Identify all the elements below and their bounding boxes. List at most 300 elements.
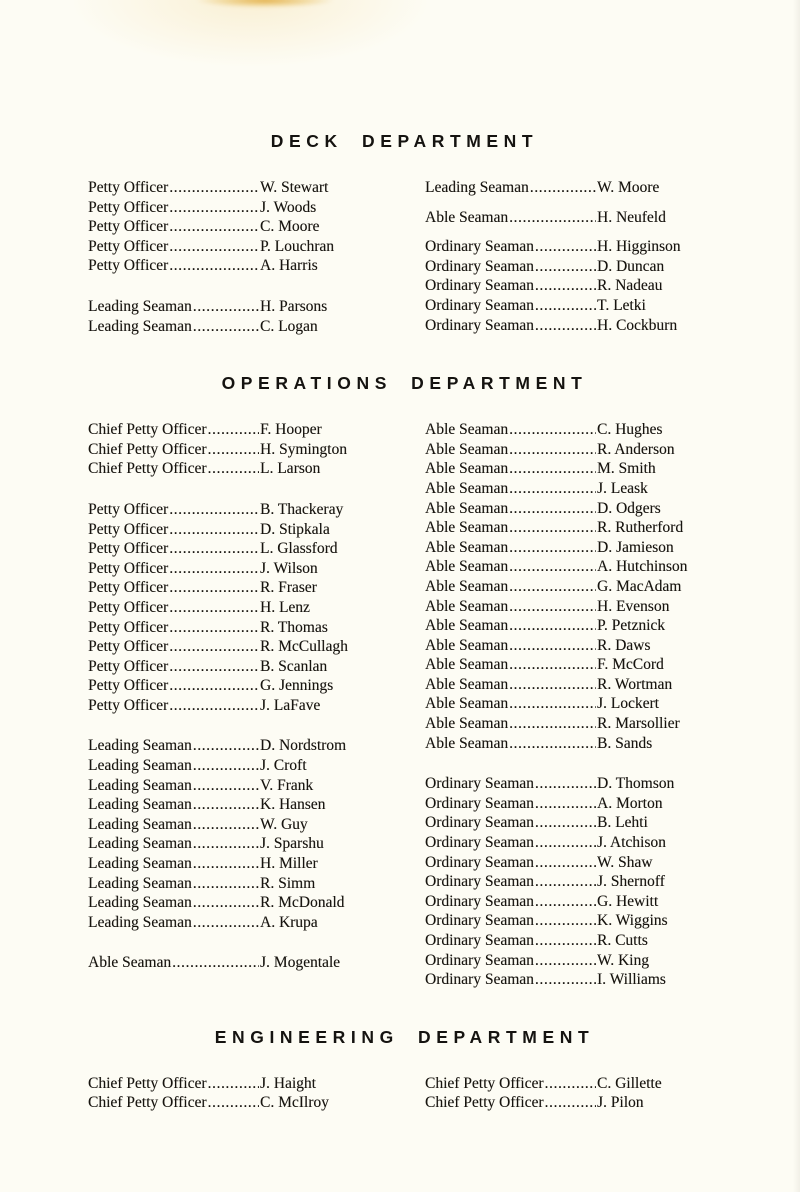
roster-row (88, 1093, 384, 1113)
crew-name: C. Logan (260, 317, 318, 335)
dot-leader (169, 696, 259, 716)
crew-name: R. Thomas (260, 618, 328, 636)
roster-row (425, 655, 721, 675)
department-section (88, 1027, 721, 1113)
roster-row (88, 637, 384, 657)
crew-name: B. Sands (597, 734, 653, 752)
rank-label: Petty Officer (88, 638, 169, 656)
rank-label: Able Seaman (425, 577, 509, 595)
roster-row (425, 911, 721, 931)
dot-leader (535, 276, 596, 296)
rank-label: Able Seaman (425, 597, 509, 615)
roster-group (425, 1074, 721, 1113)
roster-group (425, 420, 721, 753)
crew-name: D. Stipkala (260, 520, 330, 538)
roster-row (88, 795, 384, 815)
dot-leader (535, 774, 596, 794)
rank-label: Able Seaman (425, 695, 509, 713)
crew-name: L. Glassford (260, 540, 338, 558)
rank-label: Leading Seaman (88, 835, 192, 853)
rank-label: Ordinary Seaman (425, 238, 534, 256)
roster-row (425, 459, 721, 479)
crew-name: G. MacAdam (597, 577, 682, 595)
dot-leader (509, 616, 596, 636)
dot-leader (208, 420, 259, 440)
rank-label: Petty Officer (88, 237, 169, 255)
dot-leader (193, 913, 259, 933)
dot-leader (535, 833, 596, 853)
crew-name: R. McDonald (260, 894, 345, 912)
roster-row (88, 893, 384, 913)
roster-row (88, 459, 384, 479)
rank-label: Ordinary Seaman (425, 794, 534, 812)
crew-name: J. Shernoff (597, 873, 665, 891)
crew-name: H. Parsons (260, 297, 328, 315)
crew-name: G. Jennings (260, 677, 334, 695)
crew-name: A. Hutchinson (597, 558, 688, 576)
crew-name: V. Frank (260, 776, 314, 794)
rank-label: Chief Petty Officer (425, 1094, 544, 1112)
roster-row (425, 178, 721, 198)
crew-name: J. Woods (260, 198, 317, 216)
crew-name: B. Scanlan (260, 657, 328, 675)
rank-label: Chief Petty Officer (88, 1074, 207, 1092)
dot-leader (169, 618, 259, 638)
rank-label: Ordinary Seaman (425, 932, 534, 949)
dot-leader (530, 178, 596, 198)
dot-leader (169, 598, 259, 618)
rank-label: Able Seaman (425, 460, 509, 478)
roster-row (88, 657, 384, 677)
crew-name: H. Evenson (597, 597, 670, 615)
dot-leader (509, 734, 596, 754)
department-section (88, 373, 721, 990)
crew-name: R. Anderson (597, 440, 675, 458)
crew-name: J. LaFave (260, 696, 321, 714)
dot-leader (535, 853, 596, 873)
dot-leader (535, 813, 596, 833)
rank-label: Able Seaman (425, 617, 509, 635)
dot-leader (193, 854, 259, 874)
rank-label: Leading Seaman (88, 297, 192, 315)
rank-label: Chief Petty Officer (88, 421, 207, 439)
rank-label: Petty Officer (88, 540, 169, 558)
roster-row (425, 616, 721, 636)
crew-name: M. Smith (597, 460, 656, 478)
roster-row (88, 520, 384, 540)
rank-label: Petty Officer (88, 520, 169, 538)
crew-name: B. Lehti (597, 814, 648, 832)
dot-leader (193, 317, 259, 337)
roster-row (425, 872, 721, 892)
dot-leader (193, 297, 259, 317)
crew-name: R. Marsollier (597, 715, 680, 733)
dot-leader (535, 892, 596, 912)
crew-name: J. Haight (260, 1074, 316, 1092)
crew-name: T. Letki (597, 296, 646, 314)
dot-leader (169, 198, 259, 218)
dot-leader (535, 911, 596, 931)
dot-leader (509, 577, 596, 597)
dot-leader (193, 834, 259, 854)
crew-name: J. Pilon (597, 1094, 644, 1112)
dot-leader (208, 440, 259, 460)
roster-row (425, 538, 721, 558)
roster-columns (88, 178, 721, 336)
rank-label: Able Seaman (425, 734, 509, 752)
crew-name: R. Nadeau (597, 277, 663, 295)
dot-leader (193, 776, 259, 796)
crew-name: D. Thomson (597, 775, 675, 793)
rank-label: Petty Officer (88, 598, 169, 616)
crew-name: W. Stewart (260, 179, 329, 196)
rank-label: Petty Officer (88, 257, 169, 275)
dot-leader (535, 316, 596, 336)
crew-name: J. Lockert (597, 695, 659, 713)
rank-label: Ordinary Seaman (425, 971, 534, 989)
roster-column (88, 178, 384, 336)
rank-label: Able Seaman (425, 656, 509, 674)
crew-name: J. Leask (597, 479, 648, 497)
roster-group (88, 420, 384, 479)
dot-leader (509, 440, 596, 460)
crew-name: W. Shaw (597, 853, 653, 871)
dot-leader (509, 675, 596, 695)
dot-leader (535, 257, 596, 277)
roster-row (88, 578, 384, 598)
roster-row (425, 479, 721, 499)
roster-row (88, 178, 384, 198)
rank-label: Ordinary Seaman (425, 834, 534, 852)
dot-leader (193, 893, 259, 913)
rank-label: Petty Officer (88, 198, 169, 216)
dot-leader (169, 559, 259, 579)
roster-row (425, 440, 721, 460)
crew-name: F. McCord (597, 656, 664, 674)
department-title: DECK DEPARTMENT (270, 131, 539, 151)
crew-name: J. Croft (260, 757, 307, 775)
roster-column (425, 420, 721, 990)
dot-leader (509, 208, 596, 228)
rank-label: Petty Officer (88, 179, 169, 196)
roster-row (425, 892, 721, 912)
roster-row (88, 776, 384, 796)
rank-label: Ordinary Seaman (425, 775, 534, 793)
dot-leader (535, 296, 596, 316)
rank-label: Able Seaman (425, 440, 509, 458)
roster-row (425, 970, 721, 990)
roster-row (88, 874, 384, 894)
crew-name: F. Hooper (260, 421, 322, 439)
roster-row (425, 1074, 721, 1094)
roster-column (425, 1074, 721, 1113)
crew-name: J. Mogentale (260, 954, 341, 972)
rank-label: Able Seaman (425, 421, 509, 439)
roster-row (88, 815, 384, 835)
dot-leader (169, 178, 259, 198)
roster-row (425, 636, 721, 656)
rank-label: Ordinary Seaman (425, 853, 534, 871)
crew-name: R. Daws (597, 636, 651, 654)
rank-label: Ordinary Seaman (425, 316, 534, 334)
rank-label: Chief Petty Officer (88, 440, 207, 458)
dot-leader (509, 655, 596, 675)
rank-label: Able Seaman (88, 954, 172, 972)
rank-label: Leading Seaman (88, 855, 192, 873)
rank-label: Ordinary Seaman (425, 951, 534, 969)
rank-label: Petty Officer (88, 218, 169, 236)
dot-leader (509, 499, 596, 519)
roster-row (425, 931, 721, 951)
crew-name: D. Odgers (597, 499, 661, 517)
roster-row (425, 577, 721, 597)
rank-label: Able Seaman (425, 499, 509, 517)
rank-label: Leading Seaman (88, 737, 192, 755)
roster-row (425, 557, 721, 577)
roster-row (88, 834, 384, 854)
dot-leader (509, 538, 596, 558)
dot-leader (169, 237, 259, 257)
rank-label: Able Seaman (425, 636, 509, 654)
roster-row (88, 420, 384, 440)
crew-name: W. Moore (597, 179, 660, 196)
dot-leader (169, 676, 259, 696)
roster-row (88, 440, 384, 460)
crew-name: L. Larson (260, 460, 321, 478)
crew-name: K. Hansen (260, 796, 326, 814)
roster-row (88, 256, 384, 276)
rank-label: Ordinary Seaman (425, 892, 534, 910)
crew-name: W. King (597, 951, 649, 969)
dot-leader (509, 459, 596, 479)
rank-label: Leading Seaman (88, 874, 192, 892)
rank-label: Petty Officer (88, 500, 169, 518)
roster-row (425, 813, 721, 833)
roster-row (425, 774, 721, 794)
roster-columns (88, 420, 721, 990)
roster-group (88, 500, 384, 716)
crew-name: R. Wortman (597, 675, 673, 693)
roster-row (88, 913, 384, 933)
crew-name: R. McCullagh (260, 638, 348, 656)
dot-leader (509, 694, 596, 714)
crew-name: G. Hewitt (597, 892, 659, 910)
crew-name: J. Wilson (260, 559, 318, 577)
roster-row (88, 297, 384, 317)
crew-name: W. Guy (260, 815, 308, 833)
crew-name: D. Duncan (597, 257, 665, 275)
rank-label: Leading Seaman (88, 757, 192, 775)
roster-row (88, 953, 384, 973)
crew-name: R. Simm (260, 874, 316, 892)
crew-name: P. Louchran (260, 237, 335, 255)
dot-leader (193, 874, 259, 894)
crew-name: C. Moore (260, 218, 320, 236)
dot-leader (509, 636, 596, 656)
rank-label: Leading Seaman (425, 179, 529, 196)
dot-leader (535, 970, 596, 990)
dot-leader (169, 637, 259, 657)
crew-name: C. Hughes (597, 421, 663, 439)
roster-row (425, 714, 721, 734)
crew-name: C. Gillette (597, 1074, 662, 1092)
dot-leader (535, 931, 596, 951)
dot-leader (535, 951, 596, 971)
rank-label: Ordinary Seaman (425, 257, 534, 275)
roster-row (425, 420, 721, 440)
roster-row (88, 854, 384, 874)
crew-name: A. Harris (260, 257, 318, 275)
department-section (88, 131, 721, 336)
rank-label: Petty Officer (88, 696, 169, 714)
roster-row (425, 833, 721, 853)
roster-row (88, 217, 384, 237)
crew-name: P. Petznick (597, 617, 666, 635)
crew-name: K. Wiggins (597, 912, 668, 930)
crew-name: C. McIlroy (260, 1094, 329, 1112)
crew-name: H. Miller (260, 855, 318, 873)
rank-label: Chief Petty Officer (88, 460, 207, 478)
crew-name: H. Neufeld (597, 208, 666, 226)
crew-name: H. Lenz (260, 598, 310, 616)
rank-label: Able Seaman (425, 558, 509, 576)
rank-label: Leading Seaman (88, 894, 192, 912)
rank-label: Leading Seaman (88, 776, 192, 794)
crew-name: H. Higginson (597, 238, 681, 256)
roster-row (88, 696, 384, 716)
crew-name: J. Atchison (597, 834, 666, 852)
dot-leader (208, 459, 259, 479)
dot-leader (535, 872, 596, 892)
roster-group (88, 1074, 384, 1113)
roster-row (88, 756, 384, 776)
roster-row (425, 296, 721, 316)
rank-label: Able Seaman (425, 208, 509, 226)
crew-name: R. Fraser (260, 579, 317, 597)
roster-column (425, 178, 721, 335)
roster-group (425, 774, 721, 990)
dot-leader (535, 794, 596, 814)
roster-row (425, 276, 721, 296)
roster-row (425, 1093, 721, 1113)
dot-leader (193, 736, 259, 756)
rank-label: Able Seaman (425, 479, 509, 497)
dot-leader (208, 1093, 259, 1113)
roster-row (425, 734, 721, 754)
dot-leader (535, 237, 596, 257)
dot-leader (169, 539, 259, 559)
dot-leader (545, 1093, 596, 1113)
rank-label: Petty Officer (88, 618, 169, 636)
rank-label: Able Seaman (425, 538, 509, 556)
roster-group (425, 178, 721, 198)
roster-row (425, 518, 721, 538)
dot-leader (169, 500, 259, 520)
roster-group (88, 297, 384, 336)
dot-leader (169, 520, 259, 540)
rank-label: Leading Seaman (88, 317, 192, 335)
roster-row (88, 539, 384, 559)
dot-leader (509, 557, 596, 577)
roster-row (88, 1074, 384, 1094)
rank-label: Petty Officer (88, 579, 169, 597)
rank-label: Petty Officer (88, 657, 169, 675)
roster-row (425, 499, 721, 519)
dot-leader (509, 714, 596, 734)
crew-name: D. Jamieson (597, 538, 674, 556)
roster-row (425, 853, 721, 873)
roster-row (88, 736, 384, 756)
rank-label: Petty Officer (88, 677, 169, 695)
crew-name: A. Morton (597, 794, 663, 812)
rank-label: Able Seaman (425, 715, 509, 733)
department-title: OPERATIONS DEPARTMENT (221, 373, 588, 394)
roster-row (425, 237, 721, 257)
rank-label: Able Seaman (425, 519, 509, 537)
crew-name: H. Cockburn (597, 316, 678, 334)
rank-label: Ordinary Seaman (425, 277, 534, 295)
roster-group (425, 208, 721, 228)
roster-column (88, 420, 384, 973)
roster-column (88, 1074, 384, 1113)
dot-leader (545, 1074, 596, 1094)
dot-leader (169, 217, 259, 237)
rank-label: Ordinary Seaman (425, 814, 534, 832)
roster-row (425, 951, 721, 971)
rank-label: Leading Seaman (88, 913, 192, 931)
crew-name: R. Rutherford (597, 519, 684, 537)
crew-name: A. Krupa (260, 913, 318, 931)
dot-leader (193, 815, 259, 835)
rank-label: Able Seaman (425, 675, 509, 693)
roster-group (425, 237, 721, 335)
roster-row (88, 198, 384, 218)
roster-row (88, 618, 384, 638)
roster-group (88, 178, 384, 276)
roster-row (425, 794, 721, 814)
dot-leader (193, 756, 259, 776)
roster-group (88, 953, 384, 973)
rank-label: Ordinary Seaman (425, 873, 534, 891)
crew-name: D. Nordstrom (260, 737, 347, 755)
dot-leader (208, 1074, 259, 1094)
rank-label: Petty Officer (88, 559, 169, 577)
dot-leader (169, 578, 259, 598)
rank-label: Leading Seaman (88, 796, 192, 814)
dot-leader (509, 597, 596, 617)
dot-leader (169, 657, 259, 677)
dot-leader (169, 256, 259, 276)
rank-label: Ordinary Seaman (425, 296, 534, 314)
roster-group (88, 736, 384, 932)
roster-row (425, 675, 721, 695)
crew-name: B. Thackeray (260, 500, 344, 518)
rank-label: Chief Petty Officer (88, 1094, 207, 1112)
rank-label: Leading Seaman (88, 815, 192, 833)
dot-leader (509, 518, 596, 538)
roster-row (88, 500, 384, 520)
roster-row (425, 316, 721, 336)
rank-label: Ordinary Seaman (425, 912, 534, 930)
dot-leader (193, 795, 259, 815)
roster-row (425, 257, 721, 277)
dot-leader (172, 953, 259, 973)
crew-name: H. Symington (260, 440, 347, 458)
rank-label: Chief Petty Officer (425, 1074, 544, 1092)
roster-columns (88, 1074, 721, 1113)
roster-row (88, 559, 384, 579)
crew-name: R. Cutts (597, 932, 648, 949)
